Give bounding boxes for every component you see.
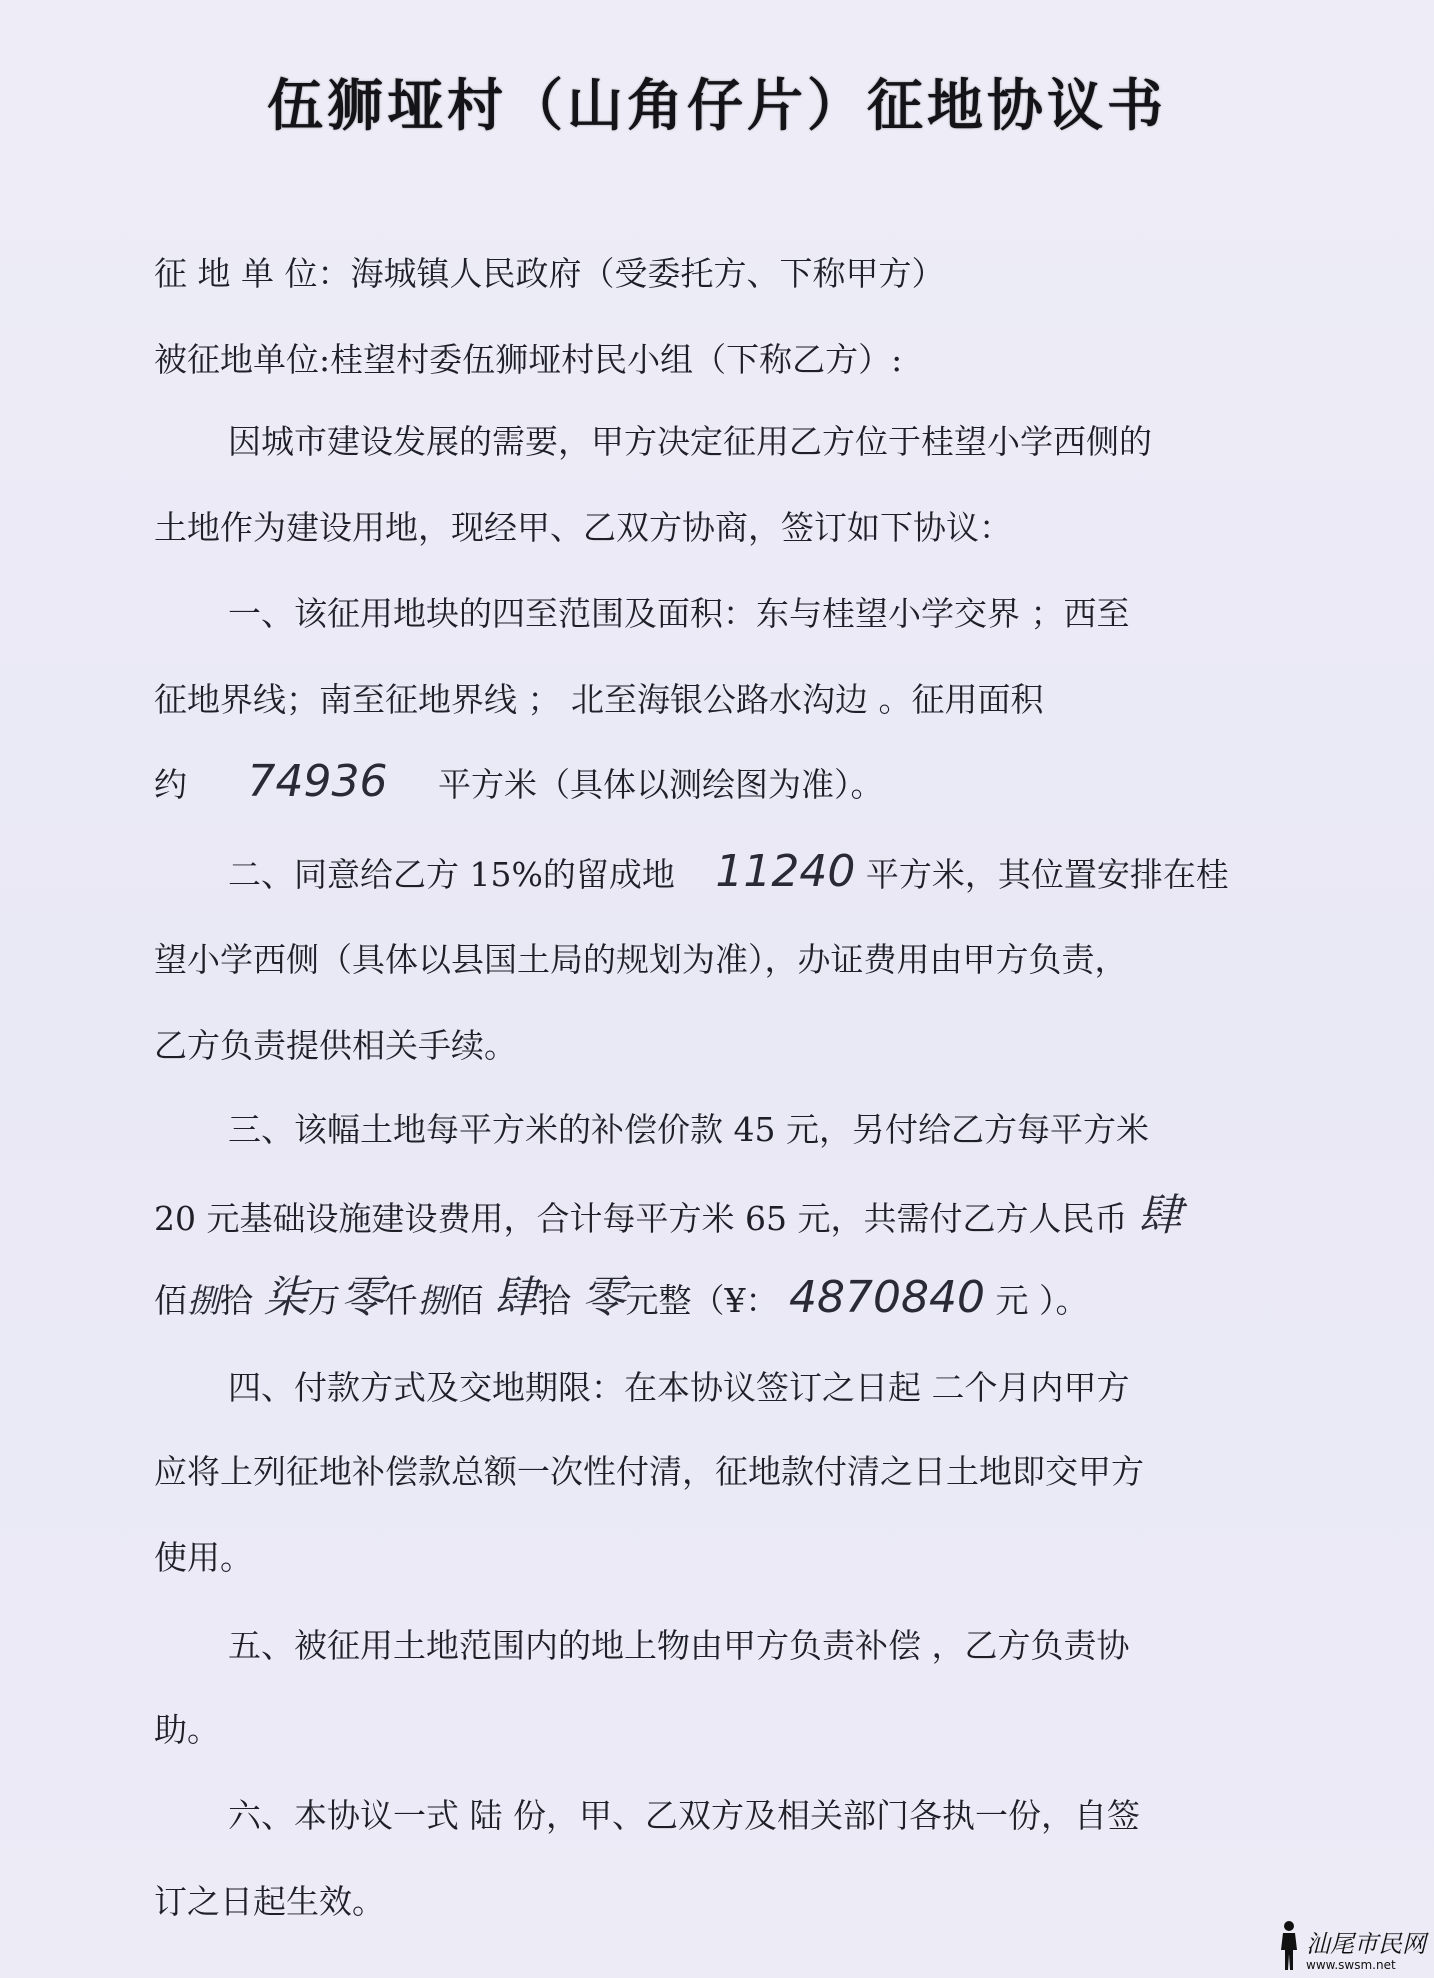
clause-3-line-3	[154, 1272, 1089, 1323]
clause-1-line-2: 征地界线；南至征地界线 ； 北至海银公路水沟边 。征用面积	[154, 680, 1044, 719]
person-silhouette-icon	[1278, 1920, 1300, 1972]
watermark-logo	[1278, 1916, 1428, 1972]
clause-2-line-3: 乙方负责提供相关手续。	[154, 1026, 517, 1065]
amount-prefix: 元整（¥：	[625, 1281, 779, 1320]
clause-2-suffix: 平方米，其位置安排在桂	[865, 855, 1229, 894]
party-a-line: 征 地 单 位：海城镇人民政府（受委托方、下称甲方）	[154, 254, 945, 293]
intro-line-2: 土地作为建设用地，现经甲、乙双方协商，签订如下协议：	[154, 508, 1012, 547]
clause-3-line-2-text: 20 元基础设施建设费用，合计每平方米 65 元，共需付乙方人民币	[154, 1199, 1128, 1238]
unit-bai-2: 佰	[450, 1281, 484, 1320]
clause-4-line-3: 使用。	[154, 1538, 253, 1577]
clause-2-line-1	[228, 846, 1229, 897]
unit-shi-2: 拾	[538, 1281, 571, 1320]
amount-close: 元 ）。	[995, 1281, 1089, 1320]
intro-line-1: 因城市建设发展的需要，甲方决定征用乙方位于桂望小学西侧的	[228, 422, 1152, 461]
clause-1-line-3	[154, 756, 884, 807]
clause-1-line-1: 一、该征用地块的四至范围及面积：东与桂望小学交界 ；西至	[228, 594, 1130, 633]
unit-wan: 万	[307, 1281, 341, 1320]
unit-bai: 佰	[154, 1281, 187, 1320]
unit-shi: 拾	[220, 1281, 253, 1320]
handwritten-si-2: 肆	[494, 1272, 538, 1323]
reserve-area-handwritten: 11240	[715, 846, 856, 897]
handwritten-qi: 柒	[263, 1272, 308, 1323]
watermark-url: www.swsm.net	[1306, 1958, 1396, 1972]
document-title: 伍狮垭村（山角仔片）征地协议书	[267, 74, 1167, 139]
area-handwritten: 74936	[247, 756, 388, 807]
amount-handwritten: 4870840	[789, 1272, 985, 1323]
clause-3-line-1: 三、该幅土地每平方米的补偿价款 45 元，另付给乙方每平方米	[228, 1110, 1149, 1149]
handwritten-ling-2: 零	[581, 1272, 626, 1323]
clause-4-line-1: 四、付款方式及交地期限：在本协议签订之日起 二个月内甲方	[228, 1368, 1130, 1407]
clause-2-line-2: 望小学西侧（具体以县国土局的规划为准），办证费用由甲方负责，	[154, 940, 1128, 979]
handwritten-ba: 捌	[187, 1281, 220, 1320]
watermark-name: 汕尾市民网	[1306, 1930, 1426, 1958]
clause-5-line-2: 助。	[154, 1710, 220, 1749]
clause-4-line-2: 应将上列征地补偿款总额一次性付清，征地款付清之日土地即交甲方	[154, 1452, 1144, 1491]
clause-2-prefix: 二、同意给乙方 15%的留成地	[228, 855, 675, 894]
handwritten-si: 肆	[1137, 1190, 1182, 1241]
party-b-line: 被征地单位:桂望村委伍狮垭村民小组（下称乙方）:	[154, 340, 903, 379]
clause-6-line-2: 订之日起生效。	[154, 1882, 385, 1921]
clause-1-prefix: 约	[154, 765, 187, 804]
clause-6-line-1: 六、本协议一式 陆 份，甲、乙双方及相关部门各执一份，自签	[228, 1796, 1140, 1835]
unit-qian: 仟	[384, 1281, 418, 1320]
handwritten-ling: 零	[340, 1272, 385, 1323]
clause-5-line-1: 五、被征用土地范围内的地上物由甲方负责补偿 ，乙方负责协	[228, 1626, 1130, 1665]
handwritten-ba-2: 捌	[417, 1281, 451, 1320]
clause-1-suffix: 平方米（具体以测绘图为准）。	[437, 765, 884, 804]
clause-3-line-2	[154, 1190, 1182, 1241]
